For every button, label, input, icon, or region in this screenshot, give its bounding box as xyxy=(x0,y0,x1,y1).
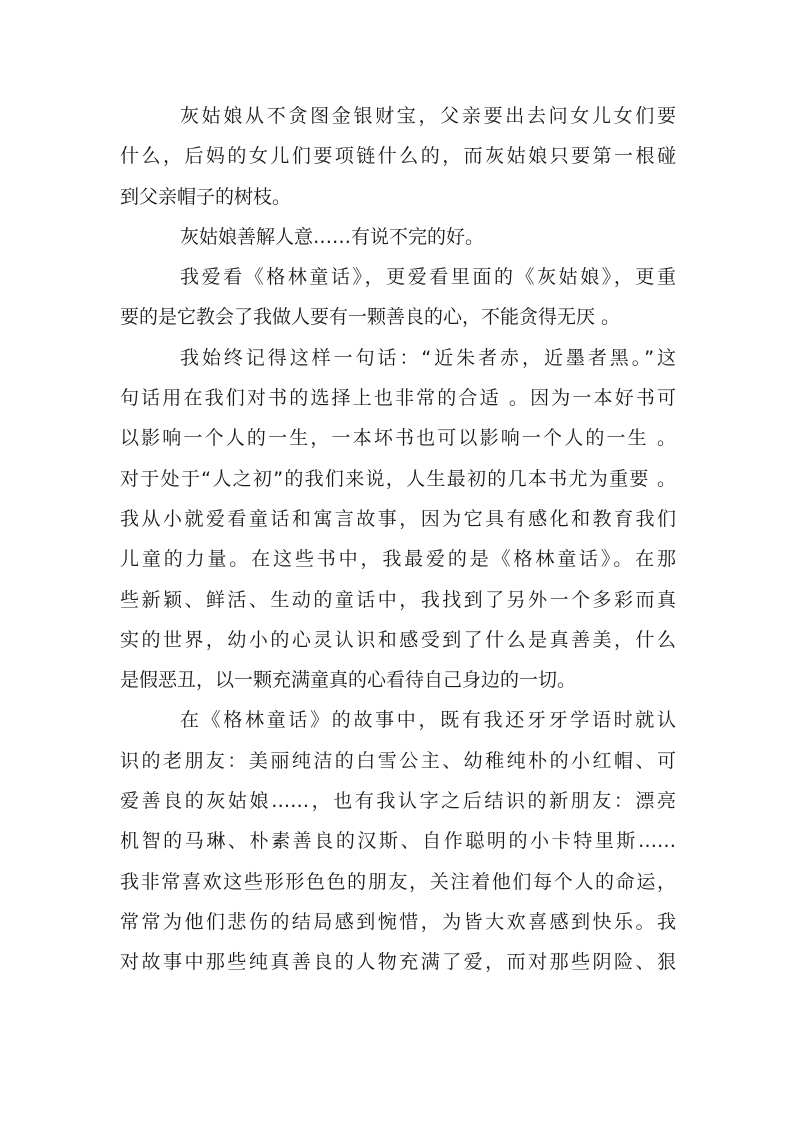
text-line: 我从小就爱看童话和寓言故事，因为它具有感化和教育我们 xyxy=(120,507,676,530)
text-line: 在《格林童话》的故事中，既有我还牙牙学语时就认 xyxy=(180,709,676,732)
text-line: 我爱看《格林童话》，更爱看里面的《灰姑娘》，更重 xyxy=(180,266,676,289)
paragraph-5 xyxy=(120,700,676,982)
text-line: 什么，后妈的女儿们要项链什么的，而灰姑娘只要第一根碰 xyxy=(120,145,676,168)
paragraph-4 xyxy=(120,338,676,701)
text-line: 灰姑娘从不贪图金银财宝，父亲要出去问女儿女们要 xyxy=(180,105,676,127)
text-line: 些新颖、鲜活、生动的童话中，我找到了另外一个多彩而真 xyxy=(120,588,676,611)
text-line: 机智的马琳、朴素善良的汉斯、自作聪明的小卡特里斯…… xyxy=(120,830,676,853)
text-line: 以影响一个人的一生，一本坏书也可以影响一个人的一生 。 xyxy=(120,427,676,450)
text-line: 爱善良的灰姑娘……，也有我认字之后结识的新朋友：漂亮 xyxy=(120,790,676,813)
text-line: 常常为他们悲伤的结局感到惋惜，为皆大欢喜感到快乐。我 xyxy=(120,910,676,933)
paragraph-1 xyxy=(120,96,676,217)
text-line: 我始终记得这样一句话：“近朱者赤，近墨者黑。”这 xyxy=(180,346,676,369)
text-line: 对于处于“人之初”的我们来说，人生最初的几本书尤为重要 。 xyxy=(120,467,676,490)
text-line: 识的老朋友：美丽纯洁的白雪公主、幼稚纯朴的小红帽、可 xyxy=(120,749,676,772)
text-line: 我非常喜欢这些形形色色的朋友，关注着他们每个人的命运， xyxy=(120,870,676,893)
paragraph-2 xyxy=(120,217,676,257)
paragraph-3 xyxy=(120,257,676,338)
text-line: 到父亲帽子的树枝。 xyxy=(120,185,292,208)
text-line: 句话用在我们对书的选择上也非常的合适 。因为一本好书可 xyxy=(120,387,676,410)
text-line: 是假恶丑，以一颗充满童真的心看待自己身边的一切。 xyxy=(120,669,577,692)
text-line: 儿童的力量。在这些书中，我最爱的是《格林童话》。在那 xyxy=(120,548,676,571)
text-line: 灰姑娘善解人意……有说不完的好。 xyxy=(180,225,485,248)
document-body xyxy=(120,96,676,983)
text-line: 实的世界，幼小的心灵认识和感受到了什么是真善美，什么 xyxy=(120,628,676,651)
text-line: 对故事中那些纯真善良的人物充满了爱，而对那些阴险、狠 xyxy=(120,951,676,974)
text-line: 要的是它教会了我做人要有一颗善良的心，不能贪得无厌 。 xyxy=(120,306,621,329)
